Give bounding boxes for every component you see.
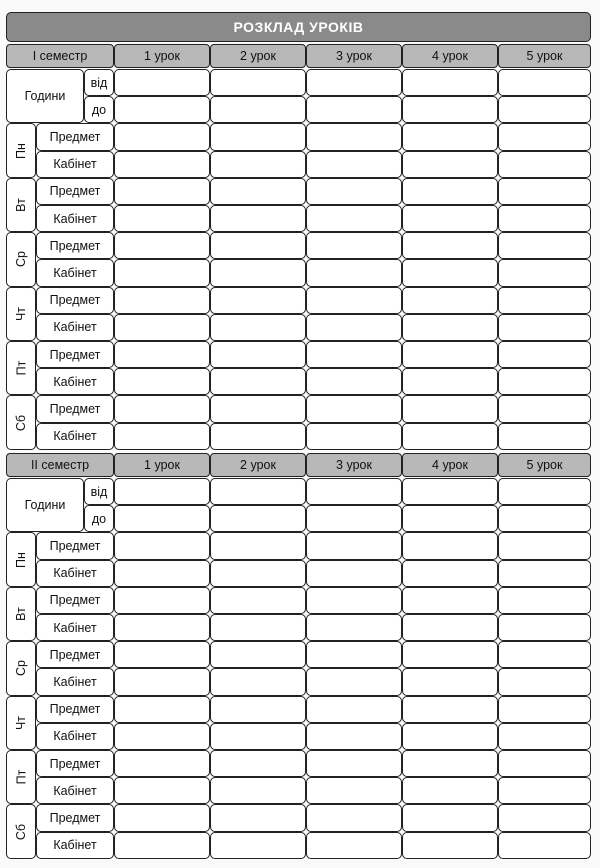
- semester-1-day-3-subject-label: Предмет: [36, 232, 114, 259]
- semester-1-day-5-label: [6, 341, 36, 395]
- semester-1-lesson-header-1: 1 урок: [114, 44, 210, 68]
- day-name: Пт: [14, 769, 28, 785]
- semester-2-time-to-2[interactable]: [210, 505, 306, 532]
- semester-2-day-6-room-cell-3[interactable]: [306, 832, 402, 859]
- semester-1-time-to-2[interactable]: [210, 96, 306, 123]
- semester-2-day-6-subject-cell-3[interactable]: [306, 804, 402, 831]
- semester-2-day-6-room-cell-4[interactable]: [402, 832, 498, 859]
- semester-2-day-2-room-label: Кабінет: [36, 614, 114, 641]
- semester-2-day-5-room-label: Кабінет: [36, 777, 114, 804]
- semester-1-day-3-room-cell-2[interactable]: [210, 259, 306, 286]
- semester-1-day-1-subject-cell-1[interactable]: [114, 123, 210, 150]
- semester-1-day-3-label: [6, 232, 36, 286]
- day-name: Чт: [14, 306, 28, 321]
- semester-1-day-2-subject-cell-4[interactable]: [402, 178, 498, 205]
- semester-1-day-2-subject-cell-1[interactable]: [114, 178, 210, 205]
- semester-1-header: I семестр: [6, 44, 114, 68]
- semester-1-day-1-room-cell-2[interactable]: [210, 151, 306, 178]
- semester-1-day-3-room-cell-5[interactable]: [498, 259, 591, 286]
- semester-1-day-6-subject-cell-5[interactable]: [498, 395, 591, 422]
- semester-1-day-3-room-label: Кабінет: [36, 259, 114, 286]
- semester-1-day-3-subject-cell-4[interactable]: [402, 232, 498, 259]
- semester-2-day-3-room-cell-3[interactable]: [306, 668, 402, 695]
- semester-2-day-6-subject-cell-4[interactable]: [402, 804, 498, 831]
- semester-2-day-1-room-label: Кабінет: [36, 560, 114, 587]
- semester-2-day-3-room-label: Кабінет: [36, 668, 114, 695]
- semester-2-to-label: до: [84, 505, 114, 532]
- semester-1-time-from-1[interactable]: [114, 69, 210, 96]
- semester-1-day-5-room-cell-2[interactable]: [210, 368, 306, 395]
- semester-1-day-6-subject-cell-3[interactable]: [306, 395, 402, 422]
- day-name: Ср: [13, 251, 28, 268]
- day-name: Сб: [14, 414, 28, 431]
- semester-1-from-label: від: [84, 69, 114, 96]
- day-name: Пн: [13, 142, 28, 159]
- semester-2-day-2-subject-cell-2[interactable]: [210, 587, 306, 614]
- semester-2-day-2-room-cell-4[interactable]: [402, 614, 498, 641]
- semester-2-day-4-room-cell-2[interactable]: [210, 723, 306, 750]
- day-name: Сб: [14, 823, 28, 840]
- semester-2-day-4-room-cell-5[interactable]: [498, 723, 591, 750]
- semester-2-day-2-subject-cell-3[interactable]: [306, 587, 402, 614]
- semester-2-day-1-subject-cell-2[interactable]: [210, 532, 306, 559]
- semester-1-day-4-label: [6, 287, 36, 341]
- semester-1-day-6-room-label: Кабінет: [36, 423, 114, 450]
- semester-2-day-2-room-cell-1[interactable]: [114, 614, 210, 641]
- semester-1-day-4-subject-cell-1[interactable]: [114, 287, 210, 314]
- semester-1-day-6-room-cell-1[interactable]: [114, 423, 210, 450]
- semester-2-time-from-4[interactable]: [402, 478, 498, 505]
- semester-1-day-3-room-cell-4[interactable]: [402, 259, 498, 286]
- semester-2-lesson-header-2: 2 урок: [210, 453, 306, 477]
- semester-2-day-4-room-cell-1[interactable]: [114, 723, 210, 750]
- semester-1-day-4-room-cell-2[interactable]: [210, 314, 306, 341]
- semester-2-day-4-room-cell-4[interactable]: [402, 723, 498, 750]
- semester-1-day-2-room-cell-4[interactable]: [402, 205, 498, 232]
- semester-2-time-from-2[interactable]: [210, 478, 306, 505]
- semester-1-day-6-room-cell-5[interactable]: [498, 423, 591, 450]
- semester-2-hours-label: Години: [6, 478, 84, 532]
- semester-2-day-3-room-cell-4[interactable]: [402, 668, 498, 695]
- semester-1-day-4-subject-cell-3[interactable]: [306, 287, 402, 314]
- semester-2-time-from-3[interactable]: [306, 478, 402, 505]
- semester-1-day-1-subject-cell-2[interactable]: [210, 123, 306, 150]
- semester-2-time-from-5[interactable]: [498, 478, 591, 505]
- semester-2-day-6-room-label: Кабінет: [36, 832, 114, 859]
- semester-1-lesson-header-4: 4 урок: [402, 44, 498, 68]
- semester-1-day-3-room-cell-1[interactable]: [114, 259, 210, 286]
- semester-2-day-5-room-cell-1[interactable]: [114, 777, 210, 804]
- semester-1-day-6-room-cell-3[interactable]: [306, 423, 402, 450]
- semester-2-day-4-subject-cell-1[interactable]: [114, 696, 210, 723]
- semester-1-day-1-subject-label: Предмет: [36, 123, 114, 150]
- semester-2-day-4-subject-cell-2[interactable]: [210, 696, 306, 723]
- semester-1-day-2-subject-cell-5[interactable]: [498, 178, 591, 205]
- semester-1-day-3-subject-cell-2[interactable]: [210, 232, 306, 259]
- semester-2-day-5-room-cell-5[interactable]: [498, 777, 591, 804]
- semester-1-day-1-subject-cell-3[interactable]: [306, 123, 402, 150]
- semester-1-day-3-subject-cell-5[interactable]: [498, 232, 591, 259]
- semester-2-time-to-3[interactable]: [306, 505, 402, 532]
- semester-1-day-2-subject-cell-3[interactable]: [306, 178, 402, 205]
- semester-2-day-1-subject-cell-4[interactable]: [402, 532, 498, 559]
- semester-2-day-3-subject-cell-3[interactable]: [306, 641, 402, 668]
- semester-2-time-to-1[interactable]: [114, 505, 210, 532]
- semester-1-hours-label: Години: [6, 69, 84, 123]
- semester-1-day-5-subject-cell-1[interactable]: [114, 341, 210, 368]
- semester-1-day-4-subject-cell-2[interactable]: [210, 287, 306, 314]
- semester-2-day-3-subject-cell-5[interactable]: [498, 641, 591, 668]
- semester-2-day-6-room-cell-1[interactable]: [114, 832, 210, 859]
- semester-1-day-2-label: [6, 178, 36, 232]
- semester-1-day-1-label: [6, 123, 36, 177]
- semester-2-day-6-room-cell-2[interactable]: [210, 832, 306, 859]
- semester-2-day-5-subject-label: Предмет: [36, 750, 114, 777]
- semester-2-day-4-room-label: Кабінет: [36, 723, 114, 750]
- semester-2-day-1-room-cell-3[interactable]: [306, 560, 402, 587]
- semester-2-day-3-room-cell-1[interactable]: [114, 668, 210, 695]
- semester-1-day-4-room-cell-1[interactable]: [114, 314, 210, 341]
- semester-2-day-3-subject-cell-2[interactable]: [210, 641, 306, 668]
- semester-2-day-6-subject-label: Предмет: [36, 804, 114, 831]
- semester-1-day-5-subject-label: Предмет: [36, 341, 114, 368]
- semester-1-day-5-room-cell-4[interactable]: [402, 368, 498, 395]
- semester-1-time-from-5[interactable]: [498, 69, 591, 96]
- semester-1-day-5-subject-cell-4[interactable]: [402, 341, 498, 368]
- semester-2-time-to-5[interactable]: [498, 505, 591, 532]
- semester-2-day-1-subject-label: Предмет: [36, 532, 114, 559]
- semester-1-day-6-subject-cell-4[interactable]: [402, 395, 498, 422]
- day-name: Вт: [14, 198, 28, 212]
- semester-2-lesson-header-5: 5 урок: [498, 453, 591, 477]
- semester-2-day-1-room-cell-1[interactable]: [114, 560, 210, 587]
- semester-2-day-3-room-cell-5[interactable]: [498, 668, 591, 695]
- semester-2-day-2-room-cell-2[interactable]: [210, 614, 306, 641]
- semester-1-day-1-subject-cell-5[interactable]: [498, 123, 591, 150]
- semester-2-day-4-subject-cell-3[interactable]: [306, 696, 402, 723]
- semester-1-day-2-subject-label: Предмет: [36, 178, 114, 205]
- semester-1-day-2-subject-cell-2[interactable]: [210, 178, 306, 205]
- semester-2-day-5-subject-cell-1[interactable]: [114, 750, 210, 777]
- semester-1-day-6-subject-cell-1[interactable]: [114, 395, 210, 422]
- semester-2-lesson-header-3: 3 урок: [306, 453, 402, 477]
- semester-2-lesson-header-1: 1 урок: [114, 453, 210, 477]
- semester-2-day-2-label: [6, 587, 36, 641]
- semester-2-day-3-subject-label: Предмет: [36, 641, 114, 668]
- semester-1-day-5-room-cell-1[interactable]: [114, 368, 210, 395]
- semester-2-day-1-room-cell-4[interactable]: [402, 560, 498, 587]
- semester-1-day-5-subject-cell-5[interactable]: [498, 341, 591, 368]
- semester-1-time-to-3[interactable]: [306, 96, 402, 123]
- semester-2-day-5-label: [6, 750, 36, 804]
- semester-2-day-5-room-cell-3[interactable]: [306, 777, 402, 804]
- semester-1-time-from-4[interactable]: [402, 69, 498, 96]
- semester-2-day-1-room-cell-2[interactable]: [210, 560, 306, 587]
- semester-1-lesson-header-3: 3 урок: [306, 44, 402, 68]
- semester-1-time-to-5[interactable]: [498, 96, 591, 123]
- semester-1-day-1-room-cell-3[interactable]: [306, 151, 402, 178]
- semester-2-day-5-subject-cell-4[interactable]: [402, 750, 498, 777]
- semester-1-day-6-label: [6, 395, 36, 449]
- semester-1-day-5-room-cell-3[interactable]: [306, 368, 402, 395]
- semester-1-day-6-room-cell-4[interactable]: [402, 423, 498, 450]
- semester-2-day-4-subject-cell-5[interactable]: [498, 696, 591, 723]
- semester-2-day-4-subject-cell-4[interactable]: [402, 696, 498, 723]
- semester-2-day-6-subject-cell-1[interactable]: [114, 804, 210, 831]
- semester-1-day-1-room-label: Кабінет: [36, 151, 114, 178]
- semester-2-day-5-subject-cell-3[interactable]: [306, 750, 402, 777]
- semester-2-day-6-room-cell-5[interactable]: [498, 832, 591, 859]
- semester-1-day-3-subject-cell-1[interactable]: [114, 232, 210, 259]
- semester-1-day-2-room-cell-5[interactable]: [498, 205, 591, 232]
- semester-2-day-2-room-cell-3[interactable]: [306, 614, 402, 641]
- semester-1-day-1-subject-cell-4[interactable]: [402, 123, 498, 150]
- semester-2-time-to-4[interactable]: [402, 505, 498, 532]
- semester-1-day-4-room-cell-4[interactable]: [402, 314, 498, 341]
- semester-2-from-label: від: [84, 478, 114, 505]
- semester-2-day-5-room-cell-2[interactable]: [210, 777, 306, 804]
- day-name: Пт: [14, 360, 28, 376]
- semester-1-lesson-header-5: 5 урок: [498, 44, 591, 68]
- semester-1-day-3-subject-cell-3[interactable]: [306, 232, 402, 259]
- semester-1-day-6-room-cell-2[interactable]: [210, 423, 306, 450]
- day-name: Чт: [14, 715, 28, 730]
- semester-1-day-2-room-label: Кабінет: [36, 205, 114, 232]
- semester-1-time-to-1[interactable]: [114, 96, 210, 123]
- semester-1-day-6-subject-cell-2[interactable]: [210, 395, 306, 422]
- semester-2-day-4-room-cell-3[interactable]: [306, 723, 402, 750]
- semester-1-day-2-room-cell-3[interactable]: [306, 205, 402, 232]
- semester-1-day-4-subject-cell-5[interactable]: [498, 287, 591, 314]
- semester-2-day-2-subject-cell-4[interactable]: [402, 587, 498, 614]
- semester-1-day-3-room-cell-3[interactable]: [306, 259, 402, 286]
- semester-1-day-1-room-cell-5[interactable]: [498, 151, 591, 178]
- semester-2-day-5-subject-cell-2[interactable]: [210, 750, 306, 777]
- semester-1-day-5-subject-cell-3[interactable]: [306, 341, 402, 368]
- day-name: Ср: [13, 660, 28, 677]
- semester-1-day-1-room-cell-4[interactable]: [402, 151, 498, 178]
- semester-2-day-2-room-cell-5[interactable]: [498, 614, 591, 641]
- semester-2-day-4-label: [6, 696, 36, 750]
- semester-2-day-1-subject-cell-1[interactable]: [114, 532, 210, 559]
- semester-1-day-4-subject-cell-4[interactable]: [402, 287, 498, 314]
- semester-2-day-3-subject-cell-4[interactable]: [402, 641, 498, 668]
- semester-2-day-3-room-cell-2[interactable]: [210, 668, 306, 695]
- semester-2-day-6-subject-cell-2[interactable]: [210, 804, 306, 831]
- day-name: Вт: [14, 607, 28, 621]
- semester-1-day-1-room-cell-1[interactable]: [114, 151, 210, 178]
- semester-1-day-4-room-label: Кабінет: [36, 314, 114, 341]
- semester-2-day-1-room-cell-5[interactable]: [498, 560, 591, 587]
- semester-2-day-2-subject-cell-1[interactable]: [114, 587, 210, 614]
- semester-1-time-from-2[interactable]: [210, 69, 306, 96]
- semester-2-day-1-subject-cell-5[interactable]: [498, 532, 591, 559]
- semester-2-day-2-subject-label: Предмет: [36, 587, 114, 614]
- semester-2-header: II семестр: [6, 453, 114, 477]
- semester-1-day-5-room-label: Кабінет: [36, 368, 114, 395]
- semester-1-day-4-room-cell-3[interactable]: [306, 314, 402, 341]
- semester-1-to-label: до: [84, 96, 114, 123]
- semester-2-day-5-subject-cell-5[interactable]: [498, 750, 591, 777]
- semester-1-day-5-subject-cell-2[interactable]: [210, 341, 306, 368]
- semester-1-lesson-header-2: 2 урок: [210, 44, 306, 68]
- semester-2-day-1-label: [6, 532, 36, 586]
- semester-1-time-from-3[interactable]: [306, 69, 402, 96]
- semester-1-day-4-room-cell-5[interactable]: [498, 314, 591, 341]
- semester-1-day-2-room-cell-2[interactable]: [210, 205, 306, 232]
- semester-2-lesson-header-4: 4 урок: [402, 453, 498, 477]
- semester-1-day-5-room-cell-5[interactable]: [498, 368, 591, 395]
- semester-1-time-to-4[interactable]: [402, 96, 498, 123]
- semester-1-day-6-subject-label: Предмет: [36, 395, 114, 422]
- semester-2-day-4-subject-label: Предмет: [36, 696, 114, 723]
- semester-2-day-2-subject-cell-5[interactable]: [498, 587, 591, 614]
- semester-1-day-4-subject-label: Предмет: [36, 287, 114, 314]
- semester-2-day-5-room-cell-4[interactable]: [402, 777, 498, 804]
- semester-2-day-1-subject-cell-3[interactable]: [306, 532, 402, 559]
- semester-1-day-2-room-cell-1[interactable]: [114, 205, 210, 232]
- page-title: РОЗКЛАД УРОКІВ: [6, 12, 591, 42]
- semester-2-day-3-label: [6, 641, 36, 695]
- semester-2-time-from-1[interactable]: [114, 478, 210, 505]
- semester-2-day-3-subject-cell-1[interactable]: [114, 641, 210, 668]
- day-name: Пн: [13, 551, 28, 568]
- semester-2-day-6-label: [6, 804, 36, 858]
- semester-2-day-6-subject-cell-5[interactable]: [498, 804, 591, 831]
